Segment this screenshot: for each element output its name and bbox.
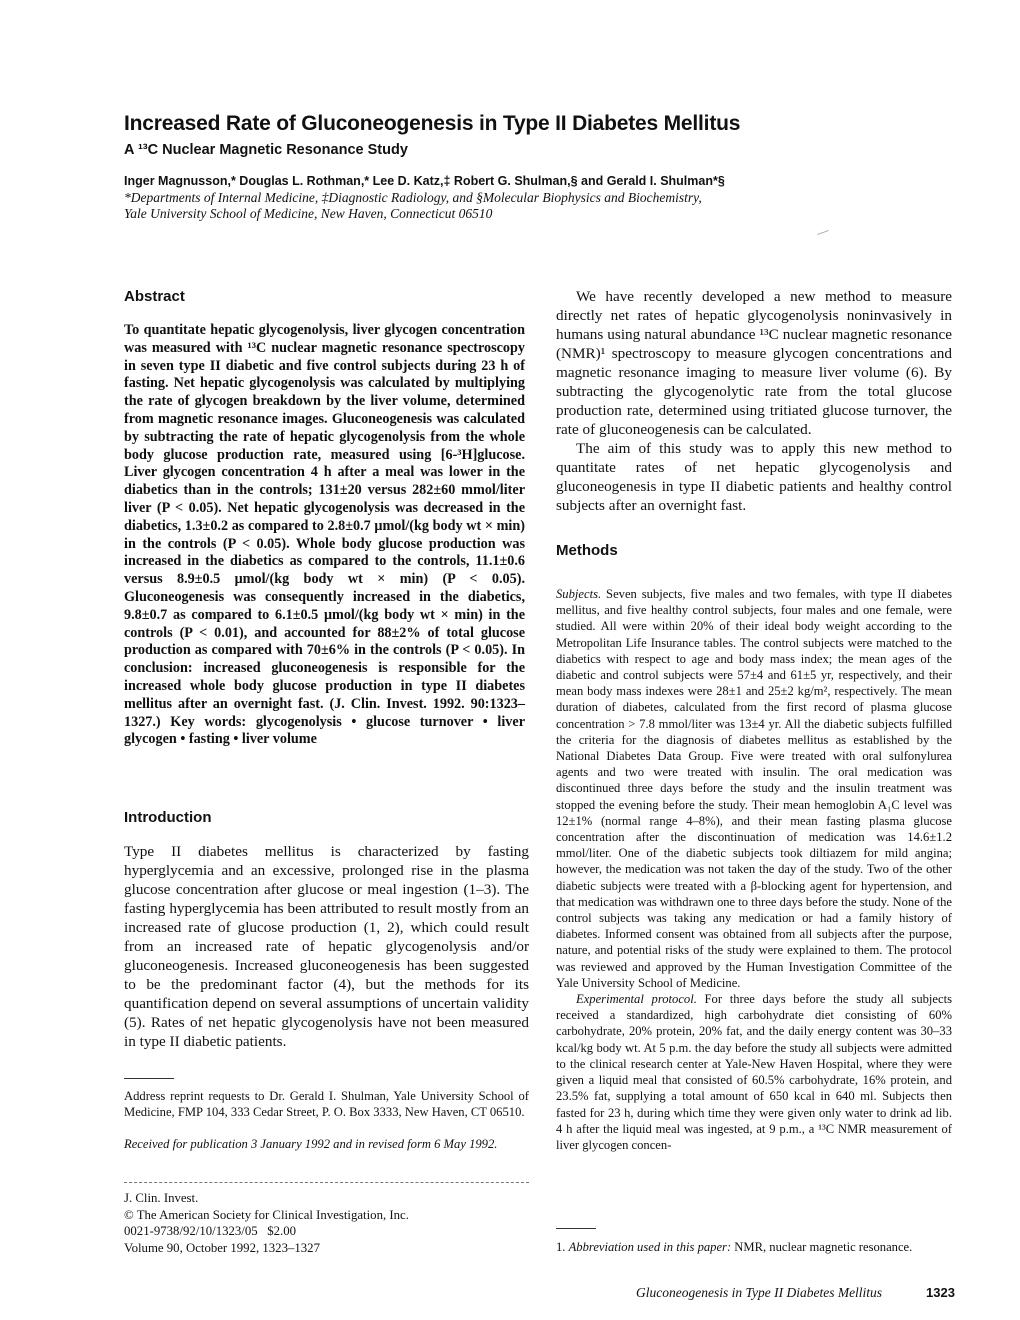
affiliation-line: *Departments of Internal Medicine, ‡Diagnostic Radiology, and §Molecular Biophysics and Biochemistry, <box>124 190 702 205</box>
journal-info <box>124 1190 529 1256</box>
journal-line: 0021-9738/92/10/1323/05 $2.00 <box>124 1224 297 1238</box>
abstract-body <box>124 322 525 749</box>
journal-line: Volume 90, October 1992, 1323–1327 <box>124 1240 320 1255</box>
affiliations <box>124 190 824 222</box>
footnote-divider <box>124 1078 174 1079</box>
paragraph: The aim of this study was to apply this new method to quantitate rates of net hepatic glycogenolysis and gluconeogenesis in type II diabetic patients and healthy control subjects after an overnight fast. <box>556 440 952 514</box>
abstract-text: To quantitate hepatic glycogenolysis, liver glycogen concentration was measured with ¹³C nuclear magnetic resonance spectroscopy in seven type II diabetic and five control subjects during 23 h of fasting. Net hepatic glycogenolysis was calculated by multiplying the rate of glycogen breakdown by the liver volume, determined from magnetic resonance images. Gluconeogenesis was calculated by subtracting the rate of hepatic glycogenolysis from the whole body glucose production rate, measured using [6-³H]glucose. Liver glycogen concentration 4 h after a meal was lower in the diabetics than in the controls; 131±20 versus 282±60 mmol/liter liver (P < 0.05). Net hepatic glycogenolysis was decreased in the diabetics, 1.3±0.2 as compared to 2.8±0.7 μmol/(kg body wt × min) in the controls (P < 0.05). Whole body glucose production was increased in the diabetics as compared to the controls, 11.1±0.6 versus 8.9±0.5 μmol/(kg body wt × min) (P < 0.05). Gluconeogenesis was consequently increased in the diabetics, 9.8±0.7 as compared to 6.1±0.5 μmol/(kg body wt × min) in the controls (P < 0.01), and accounted for 88±2% of total glucose production as compared with 70±6% in the controls (P < 0.05). In conclusion: increased gluconeogenesis is responsible for the increased whole body glucose production in type II diabetes mellitus after an overnight fast. (J. Clin. Invest. 1992. 90:1323–1327.) Key words: glycogenolysis • glucose turnover • liver glycogen • fasting • liver volume <box>124 322 525 748</box>
introduction-continued <box>556 287 952 515</box>
protocol-paragraph <box>556 991 952 1153</box>
journal-line: © The American Society for Clinical Investigation, Inc. <box>124 1207 409 1222</box>
footnote-label: Abbreviation used in this paper: <box>568 1240 732 1254</box>
footnote-text: NMR, nuclear magnetic resonance. <box>731 1240 913 1254</box>
subjects-label: Subjects. <box>556 587 602 601</box>
scan-artifact <box>817 230 829 235</box>
dashed-divider <box>124 1182 529 1183</box>
received-note: Received for publication 3 January 1992 and in revised form 6 May 1992. <box>124 1137 498 1151</box>
footnote-divider <box>556 1228 596 1229</box>
introduction-body <box>124 842 529 1051</box>
protocol-text: For three days before the study all subjects received a standardized, high carbohydrate diet consisting of 60% carbohydrate, 20% protein, 20% fat, and the daily energy content was 30–33 kcal/kg body wt. At 5 p.m. the day before the study all subjects were admitted to the clinical research center at Yale-New Haven Hospital, where they were given a liquid meal that consisted of 60.5% carbohydrate, 16% protein, and 23.5% fat, supplying a total amount of 650 kcal in 640 ml. Subjects then fasted for 23 h, during which time they were given only water to drink ad lib. 4 h after the liquid meal was ingested, at 9 p.m., a ¹³C NMR measurement of liver glycogen concen- <box>556 992 952 1152</box>
running-head: Gluconeogenesis in Type II Diabetes Mellitus <box>636 1285 883 1300</box>
footnote-number: 1. <box>556 1240 566 1254</box>
page-number: 1323 <box>926 1285 955 1300</box>
abbreviation-footnote <box>556 1240 956 1255</box>
author-list: Inger Magnusson,* Douglas L. Rothman,* Lee D. Katz,‡ Robert G. Shulman,§ and Gerald I. Shulman*§ <box>124 174 725 188</box>
affiliation-line: Yale University School of Medicine, New Haven, Connecticut 06510 <box>124 206 493 221</box>
article-subtitle: A ¹³C Nuclear Magnetic Resonance Study <box>124 142 408 158</box>
journal-line: J. Clin. Invest. <box>124 1191 199 1205</box>
correspondence-note: Address reprint requests to Dr. Gerald I. Shulman, Yale University School of Medicine, FMP 104, 333 Cedar Street, P. O. Box 3333, New Haven, CT 06510. <box>124 1089 529 1120</box>
introduction-heading: Introduction <box>124 809 212 826</box>
abstract-heading: Abstract <box>124 288 185 305</box>
paragraph: We have recently developed a new method to measure directly net rates of hepatic glycogenolysis noninvasively in humans using natural abundance ¹³C nuclear magnetic resonance (NMR)¹ spectroscopy to measure glycogen concentrations and magnetic resonance imaging to measure liver volume (6). By subtracting the glycogenolytic rate from the total glucose production rate, determined using tritiated glucose turnover, the rate of gluconeogenesis can be calculated. <box>556 288 952 438</box>
protocol-label: Experimental protocol. <box>576 992 697 1007</box>
methods-heading: Methods <box>556 542 618 559</box>
article-title: Increased Rate of Gluconeogenesis in Type II Diabetes Mellitus <box>124 112 741 135</box>
methods-body <box>556 586 952 1153</box>
subjects-paragraph <box>556 586 952 991</box>
introduction-text: Type II diabetes mellitus is characterized by fasting hyperglycemia and an excessive, prolonged rise in the plasma glucose concentration after glucose or meal ingestion (1–3). The fasting hyperglycemia has been attributed to result mostly from an increased rate of glucose production (1, 2), which could result from an increased rate of hepatic glycogenolysis and/or gluconeogenesis. Increased gluconeogenesis has been suggested to be the predominant factor (4), but the methods for its quantification depend on several assumptions of uncertain validity (5). Rates of net hepatic glycogenolysis have not been measured in type II diabetic patients. <box>124 843 529 1050</box>
subjects-text: Seven subjects, five males and two females, with type II diabetes mellitus, and five healthy control subjects, four males and one female, were studied. All were within 20% of their ideal body weight according to the Metropolitan Life Insurance tables. The control subjects were matched to the diabetics with respect to age and body mass index; the mean ages of the diabetic and control subjects were 57±4 and 61±5 yr, respectively, and their mean body mass indexes were 28±1 and 25±2 kg/m², respectively. The mean duration of diabetes, calculated from the first record of plasma glucose concentration > 7.8 mmol/liter was 13±4 yr. All the diabetic subjects fulfilled the criteria for the diagnosis of diabetes mellitus as established by the National Diabetes Data Group. Five were treated with oral sulfonylurea agents and two were treated with insulin. The oral medication was discontinued three days before the study and the insulin treatment was stopped the evening before the study. Their mean hemoglobin A₁C level was 12±1% (normal range 4–8%), and their mean fasting plasma glucose concentration after the discontinuation of medication was 14.6±1.2 mmol/liter. One of the diabetic subjects took diltiazem for mild angina; however, the medication was not taken the day of the study. Two of the other diabetic subjects were treated with a β-blocking agent for hypertension, and that medication was withdrawn one to three days before the study. None of the control subjects was taking any medication or had a family history of diabetes. Informed consent was obtained from all subjects after the purpose, nature, and potential risks of the study were explained to them. The protocol was reviewed and approved by the Human Investigation Committee of the Yale University School of Medicine. <box>556 587 952 990</box>
